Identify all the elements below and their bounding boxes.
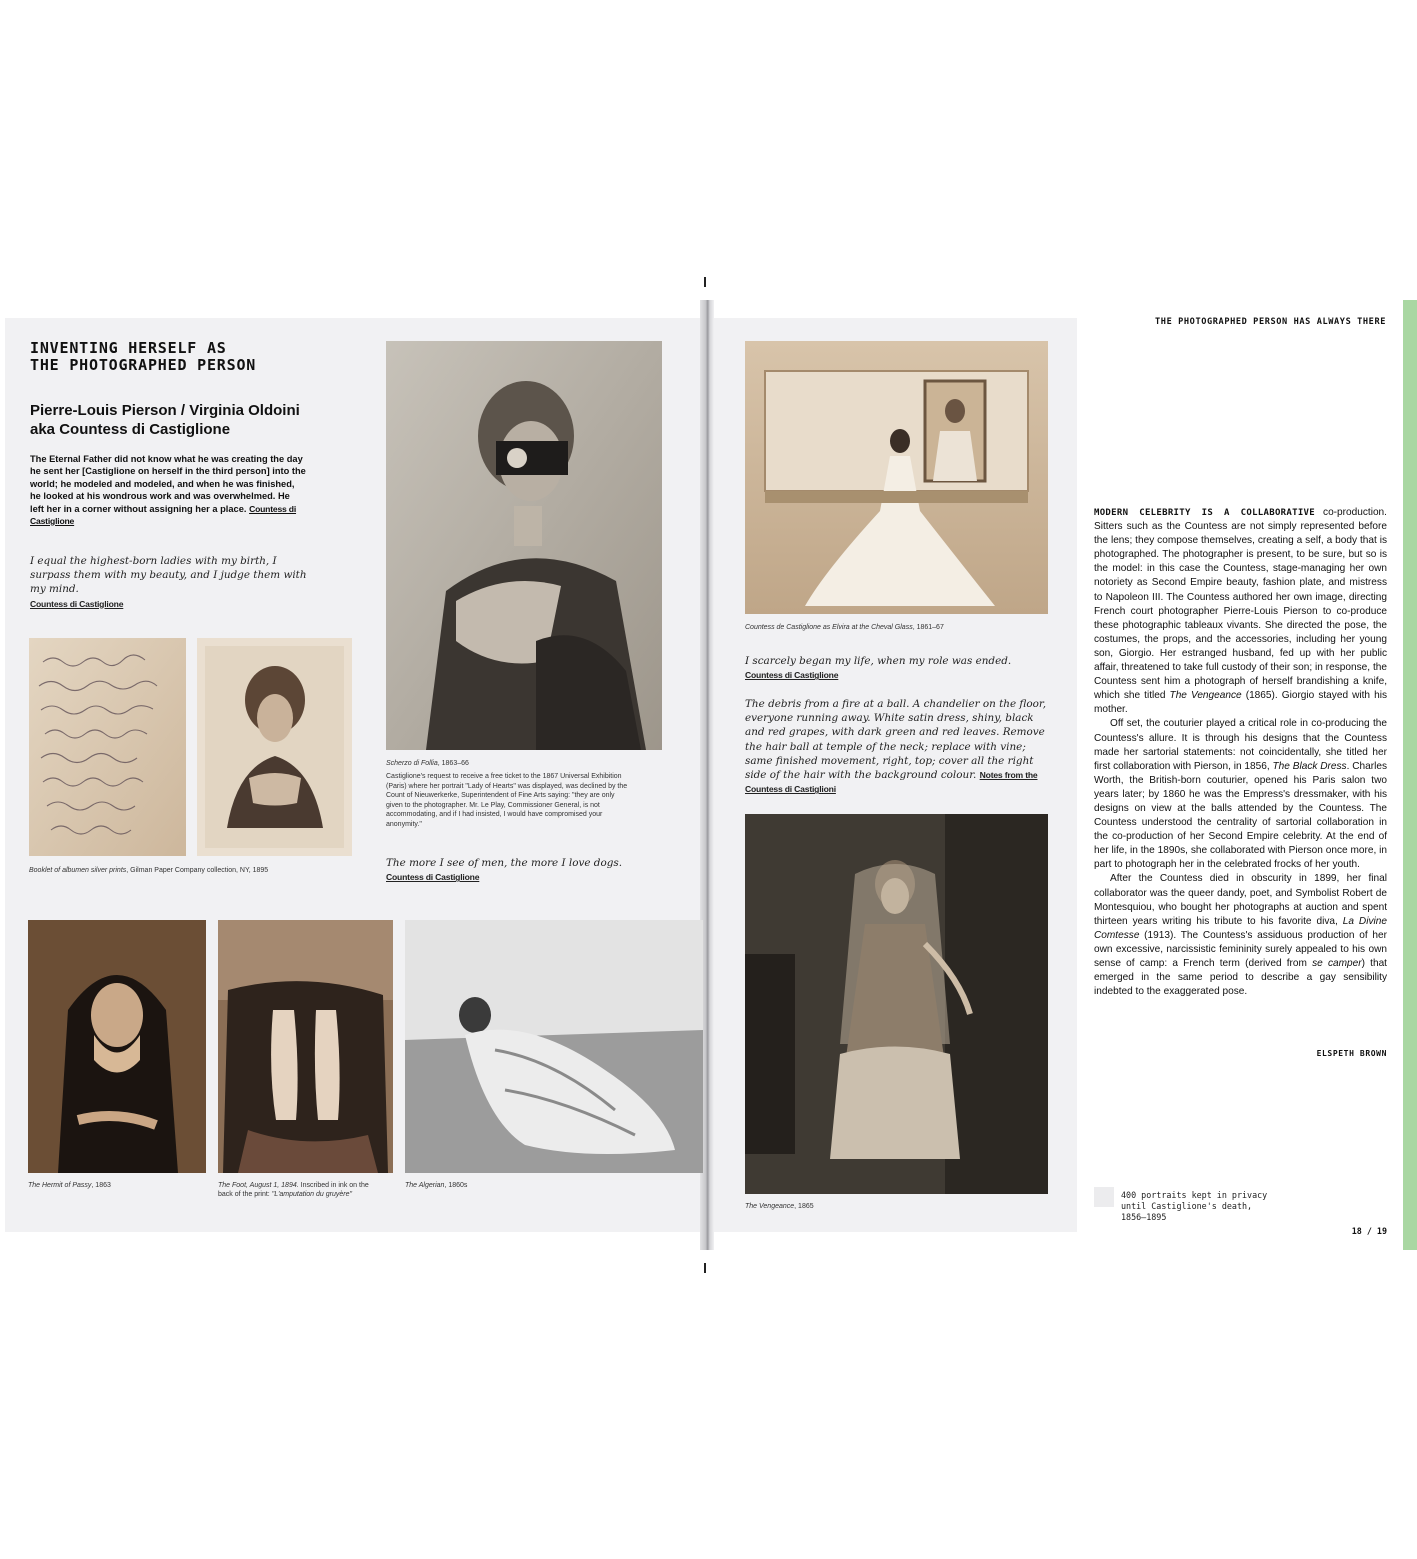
algerian-caption: The Algerian, 1860s (405, 1182, 468, 1189)
elvira-cheval-glass-photo (745, 341, 1048, 614)
the-foot-photo (218, 920, 393, 1173)
author-signature: ELSPETH BROWN (1316, 1049, 1387, 1058)
quote-credit: Countess di Castiglione (386, 872, 480, 883)
article-heading: INVENTING HERSELF AS THE PHOTOGRAPHED PERSON (30, 339, 257, 374)
quote-text: I equal the highest-born ladies with my birth, I surpass them with my beauty, and I judge them with my mind. (30, 555, 307, 596)
intro-quote-text: The Eternal Father did not know what he was creating the day he sent her [Castiglione on herself in the third person] into the world; he modeled and modeled, and when he was finished, he looked at his wondrous work and was overwhelmed. He left her in a corner without assigning her a place. (30, 454, 306, 514)
quote-credit: Countess di Castiglione (30, 598, 124, 609)
quote-debris-fire (745, 697, 1048, 796)
booklet-handwritten-page-photo (29, 638, 186, 856)
side-note-swatch (1094, 1187, 1114, 1207)
intro-quote-credit: Countess di Castiglione (30, 503, 297, 527)
quote-text: I scarcely began my life, when my role was ended. (745, 655, 1012, 667)
elvira-caption: Countess de Castiglione as Elvira at the Cheval Glass, 1861–67 (745, 624, 944, 631)
quote-birth-beauty-mind (30, 554, 320, 611)
scherzo-note: Castiglione's request to receive a free ticket to the 1867 Universal Exhibition (Paris) where her portrait "Lady of Hearts" was displayed, was declined by the Count of Nieuwerkerke, Superintendent of Fine Arts saying: "they are only given to the photographer. Mr. Le Play, Commissioner General, is not accommodating, and if I had insisted, I would have compromised your anonymity." (386, 773, 628, 828)
crop-mark-bottom (704, 1263, 706, 1273)
scherzo-di-follia-photo (386, 341, 662, 750)
quote-men-dogs (386, 856, 666, 884)
foot-caption: The Foot, August 1, 1894. Inscribed in ink on the back of the print: "L'amputation du gruyère" (218, 1182, 369, 1198)
the-vengeance-photo (745, 814, 1048, 1194)
scherzo-caption: Scherzo di Follia, 1863–66 (386, 760, 469, 767)
quote-credit: Notes from the Countess di Castiglioni (745, 770, 1038, 795)
essay-paragraph-3: After the Countess died in obscurity in 1899, her final collaborator was the queer dandy, poet, and Symbolist Robert de Montesquiou, who bought her photographs at auction and spent thirteen years writing his tribute to his favorite diva, La Divine Comtesse (1913). The Countess's assiduous production of her own excessive, narcissistic femininity surely appealed to his own sense of camp: a French term (derived from se camper) that emerged in the same period to describe a gay sensibility indebted to the exaggerated pose. (1094, 873, 1387, 998)
essay-body (1094, 506, 1387, 999)
hermit-of-passy-photo (28, 920, 206, 1173)
side-note: 400 portraits kept in privacy until Castiglione's death, 1856–1895 (1121, 1190, 1268, 1222)
the-algerian-photo (405, 920, 703, 1173)
essay-paragraph-2: Off set, the couturier played a critical role in co-producing the Countess's allure. It is through his designs that the Countess made her sartorial statements: not coincidentally, she titled her first collaboration with Pierson, in 1856, The Black Dress. Charles Worth, the British-born couturier, opened his Paris salon two years later; by 1860 he was the Empress's dressmaker, with his designs on view at the balls attended by the Countess. The Countess understood the centrality of sartorial collaboration in the co-production of her Second Empire celebrity. At the end of her life, in the 1890s, she collaborated with Pierson once more, in part to photograph her in the celebrated frocks of her youth. (1094, 718, 1387, 871)
quote-text: The more I see of men, the more I love dogs. (386, 857, 622, 869)
quote-role-ended (745, 654, 1055, 682)
green-page-edge (1403, 300, 1417, 1250)
running-head: THE PHOTOGRAPHED PERSON HAS ALWAYS THERE (1155, 317, 1386, 327)
page-folio: 18 / 19 (1351, 1226, 1387, 1236)
essay-paragraph-1: MODERN CELEBRITY IS A COLLABORATIVE co-production. Sitters such as the Countess are not simply represented before the lens; they compose themselves, creating a self, a body that is photographed. The photographer is present, to be sure, but so is the model: in this case the Countess, stage-managing her own notoriety as Second Empire beauty, fashion plate, and mistress to Napoleon III. The Countess authored her own image, directing French court photographer Pierre-Louis Pierson to co-produce these photographic tableaux vivants. She directed the pose, the costumes, the props, and the accessories, including her young son, Giorgio. Her estranged husband, fed up with her public affair, threatened to take full custody of their son; in response, the Countess sent him a photograph of herself brandishing a knife, which she titled The Vengeance (1865). Giorgio stayed with his mother. (1094, 507, 1387, 716)
hermit-caption: The Hermit of Passy, 1863 (28, 1182, 111, 1189)
vengeance-caption: The Vengeance, 1865 (745, 1203, 814, 1210)
quote-text: The debris from a fire at a ball. A chandelier on the floor, everyone running away. White satin dress, shiny, black and red grapes, with dark green and red leaves. Remove the hair ball at temple of the neck; replace with vine; same finished movement, right, top; cover all the right side of the hair with the background colour. (745, 698, 1047, 782)
crop-mark-top (704, 277, 706, 287)
intro-quote (30, 453, 306, 527)
booklet-portrait-photo (197, 638, 352, 856)
article-subheading: Pierre-Louis Pierson / Virginia Oldoini aka Countess di Castiglione (30, 402, 300, 438)
booklet-caption: Booklet of albumen silver prints, Gilman Paper Company collection, NY, 1895 (29, 867, 269, 874)
quote-credit: Countess di Castiglione (745, 670, 839, 681)
